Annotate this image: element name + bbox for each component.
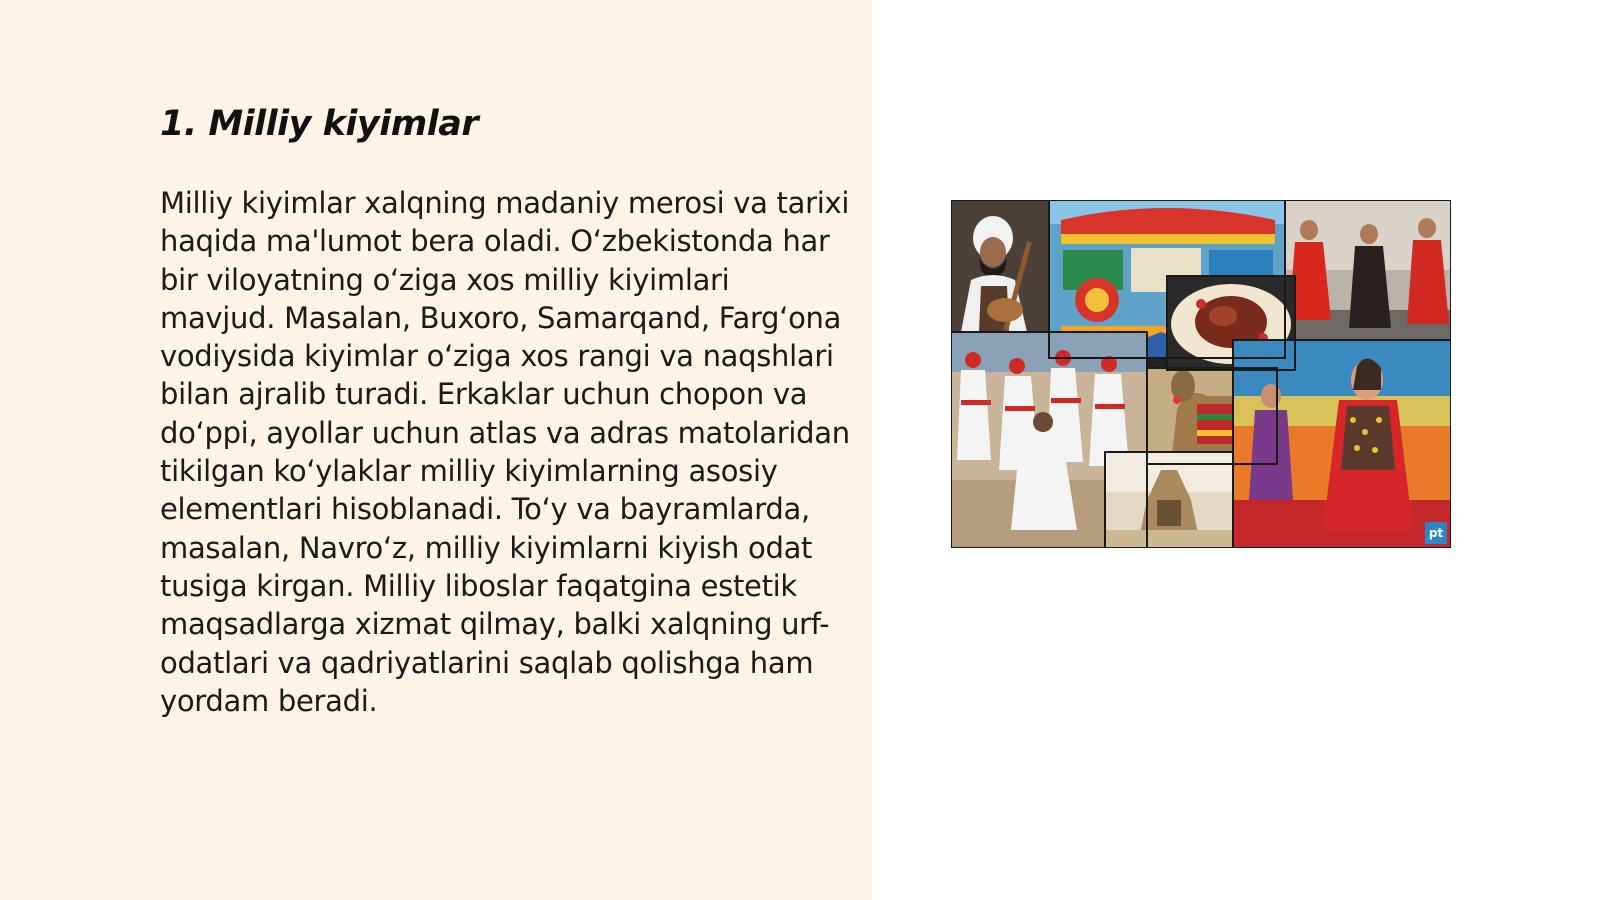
- slide-body-text: Milliy kiyimlar xalqning madaniy merosi va tarixi haqida ma'lumot bera oladi. O‘zbekistonda har bir viloyatning o‘ziga xos milliy kiyimlari mavjud. Masalan, Buxoro, Samarqand, Farg‘ona vodiysida kiyimlar o‘ziga xos rangi va naqshlari bilan ajralib turadi. Erkaklar uchun chopon va do‘ppi, ayollar uchun atlas va adras matolaridan tikilgan ko‘ylaklar milliy kiyimlarning asosiy elementlari hisoblanadi. To‘y va bayramlarda, masalan, Navro‘z, milliy kiyimlarni kiyish odat tusiga kirgan. Milliy liboslar faqatgina estetik maqsadlarga xizmat qilmay, balki xalqning urf-odatlari va qadriyatlarini saqlab qolishga ham yordam beradi.: [160, 186, 850, 718]
- slide-title: 1. Milliy kiyimlar: [160, 104, 479, 144]
- collage-tile-girls: [1233, 340, 1451, 548]
- collage-tile-women-dancers: [1285, 200, 1451, 340]
- collage-badge-label: pt: [1428, 526, 1444, 540]
- collage-image: [951, 200, 1451, 548]
- collage-tile-musician: [951, 200, 1049, 332]
- collage-tile-desert-structure: [1105, 452, 1233, 548]
- culture-photo-collage: [951, 200, 1451, 548]
